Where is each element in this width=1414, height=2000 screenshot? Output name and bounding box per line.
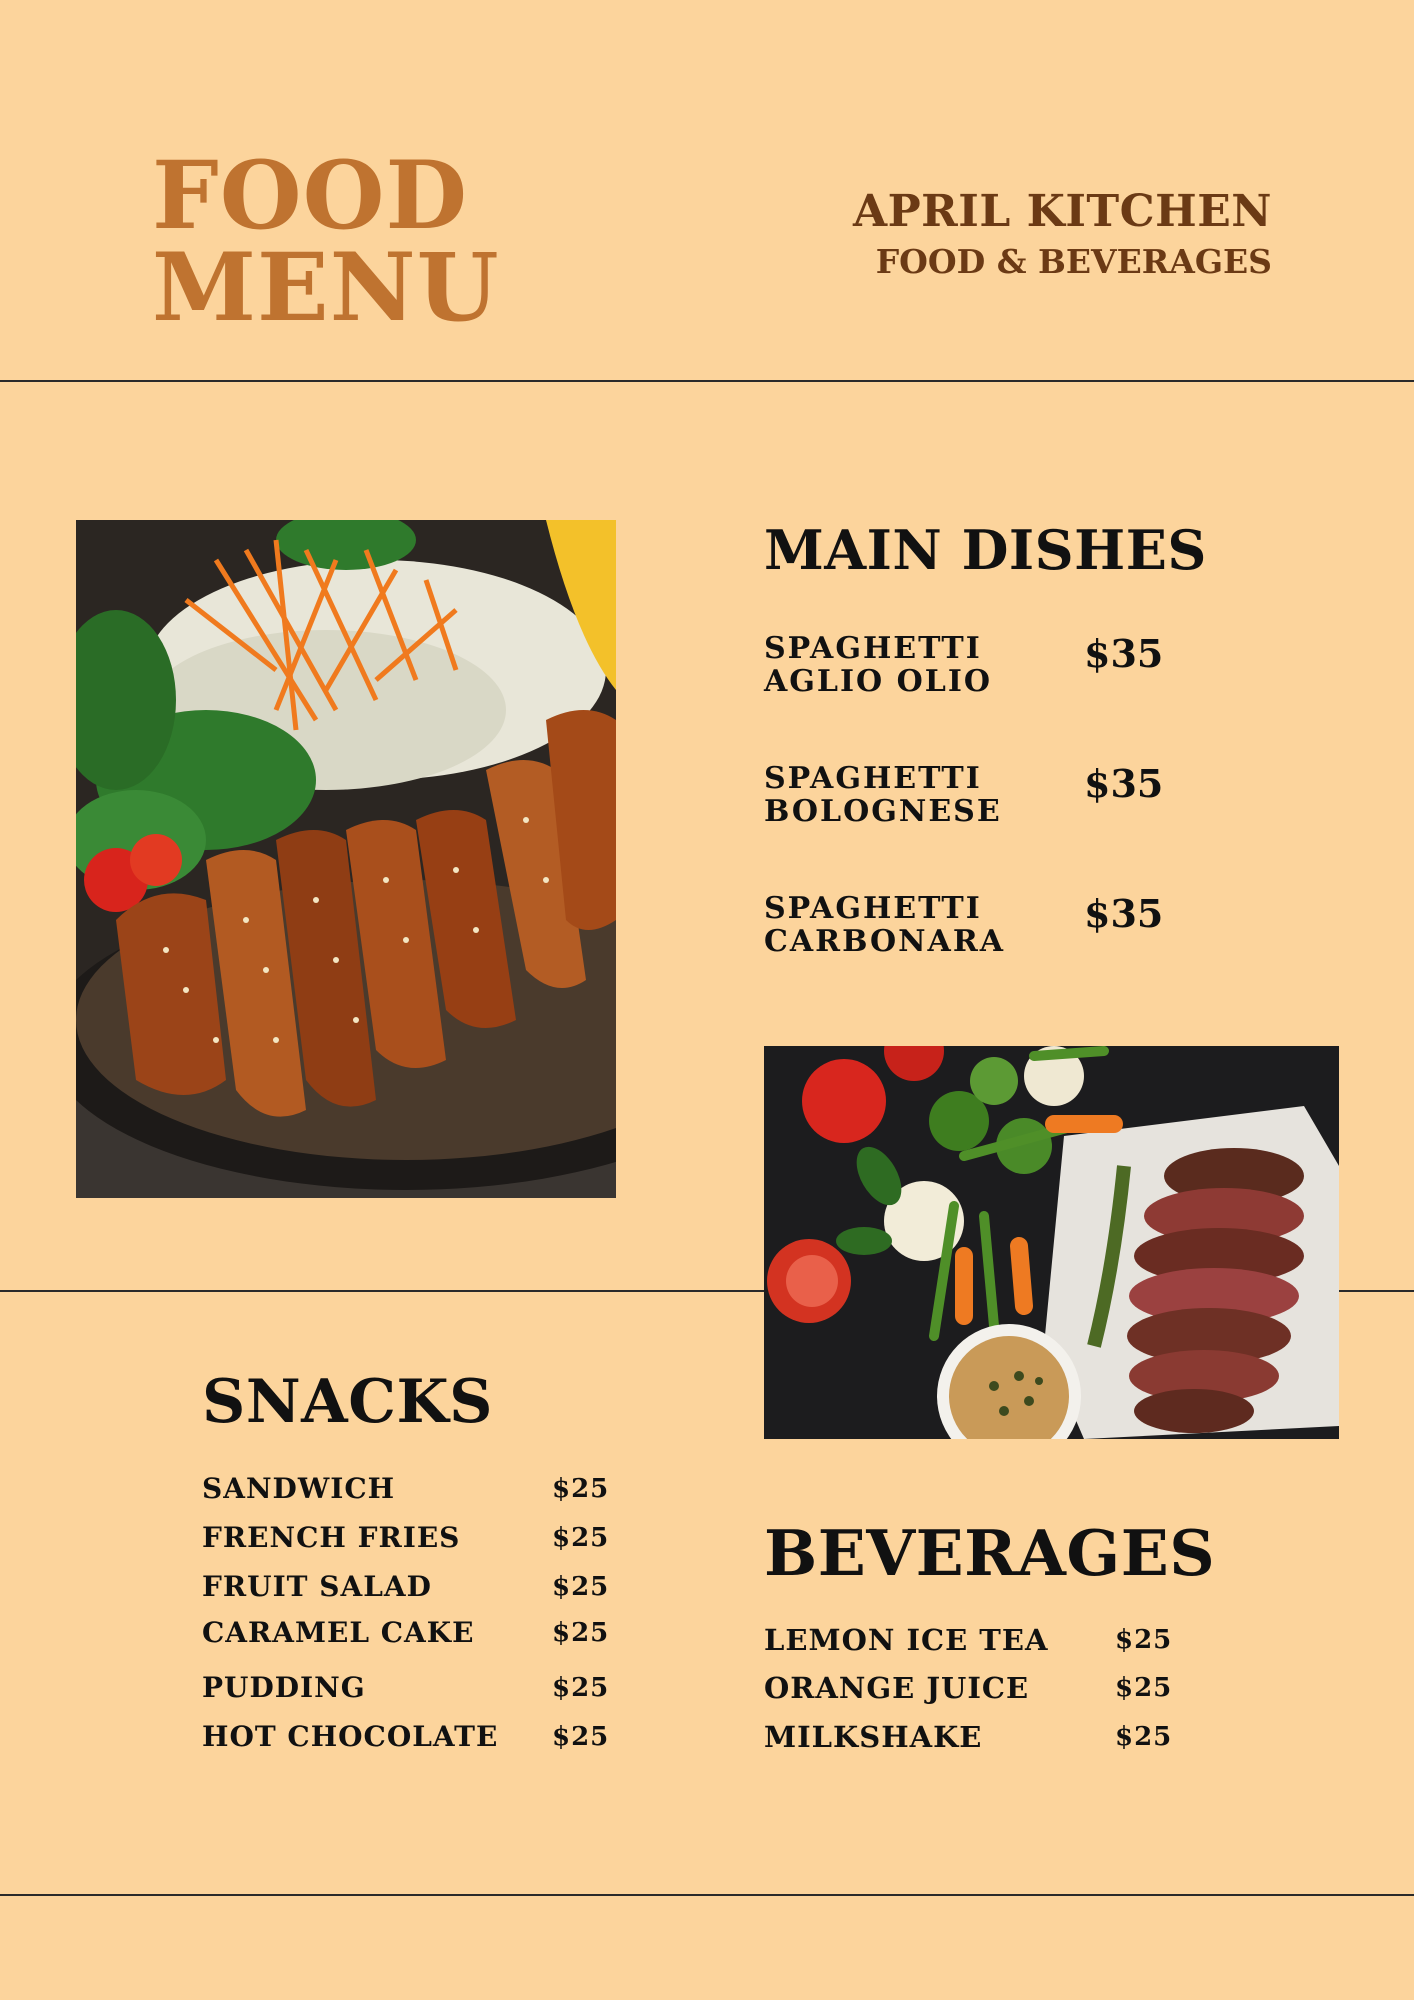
beverage-item: [764, 1720, 1184, 1754]
snack-item: [202, 1521, 622, 1555]
beverage-item: [764, 1671, 1184, 1705]
main-dish-price: $35: [1084, 761, 1164, 806]
menu-title-line1: FOOD: [152, 141, 469, 251]
snack-item: [202, 1720, 622, 1754]
beverage-price: $25: [1115, 1722, 1173, 1752]
beverage-name: ORANGE JUICE: [764, 1671, 1030, 1705]
beverage-item: [764, 1623, 1184, 1657]
main-dish-name-line2: BOLOGNESE: [764, 794, 1002, 829]
beverage-name: LEMON ICE TEA: [764, 1623, 1049, 1657]
beverage-name: MILKSHAKE: [764, 1720, 983, 1754]
snack-name: FRENCH FRIES: [202, 1521, 461, 1554]
main-dishes-title: MAIN DISHES: [764, 518, 1207, 582]
main-dish-item: [764, 762, 1164, 828]
snack-price: $25: [552, 1523, 610, 1553]
snack-price: $25: [552, 1673, 610, 1703]
snack-price: $25: [552, 1474, 610, 1504]
main-dish-name-line1: SPAGHETTI: [764, 631, 982, 666]
menu-title-line2: MENU: [152, 233, 500, 343]
menu-title: [152, 141, 500, 343]
brand-block: [853, 186, 1272, 284]
beverage-price: $25: [1115, 1673, 1173, 1703]
snack-item: [202, 1616, 622, 1650]
snack-name: FRUIT SALAD: [202, 1570, 432, 1603]
beverage-price: $25: [1115, 1625, 1173, 1655]
snack-item: [202, 1671, 622, 1705]
grilled-chicken-salad-photo: [76, 520, 616, 1198]
main-dish-name-line1: SPAGHETTI: [764, 891, 982, 926]
main-dish-item: [764, 892, 1164, 958]
bottom-divider: [0, 1894, 1414, 1896]
brand-tagline: FOOD & BEVERAGES: [875, 242, 1272, 281]
snack-price: $25: [552, 1722, 610, 1752]
steak-vegetables-photo: [764, 1046, 1339, 1439]
beverages-title: BEVERAGES: [764, 1516, 1216, 1590]
main-dish-price: $35: [1084, 891, 1164, 936]
snack-name: HOT CHOCOLATE: [202, 1720, 499, 1753]
snack-item: [202, 1570, 622, 1604]
main-dish-item: [764, 632, 1164, 698]
snack-item: [202, 1472, 622, 1506]
main-dish-name-line1: SPAGHETTI: [764, 761, 982, 796]
brand-name: APRIL KITCHEN: [852, 186, 1272, 237]
top-divider: [0, 380, 1414, 382]
snack-name: CARAMEL CAKE: [202, 1616, 475, 1649]
snack-price: $25: [552, 1618, 610, 1648]
snack-name: SANDWICH: [202, 1472, 396, 1505]
main-dish-name-line2: AGLIO OLIO: [764, 664, 992, 699]
main-dish-price: $35: [1084, 631, 1164, 676]
snack-price: $25: [552, 1572, 610, 1602]
snack-name: PUDDING: [202, 1671, 366, 1704]
snacks-title: SNACKS: [202, 1367, 493, 1437]
main-dish-name-line2: CARBONARA: [764, 924, 1006, 959]
